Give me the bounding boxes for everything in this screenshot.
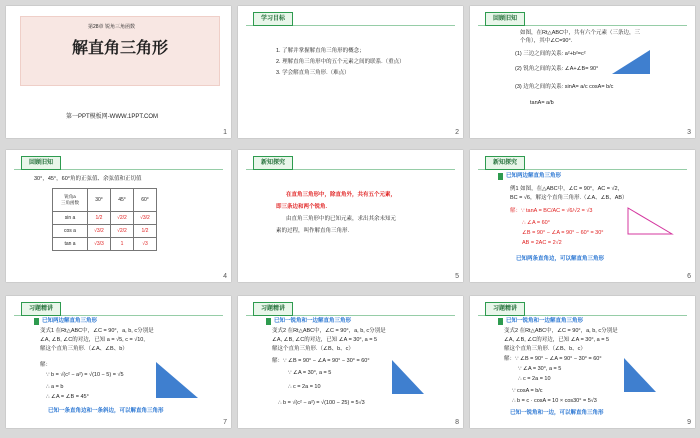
table-cell: 1/2 [88,212,111,225]
solution-line: ∵ cosA = b/c [512,388,543,394]
variant-text: 变式1 在Rt△ABC中，∠C = 90°，a, b, c分别是 [40,328,154,334]
header-line [246,169,455,170]
table-cell: √2/2 [111,212,134,225]
summary-text: 已知一条直角边和一条斜边，可以解直角三角形 [48,408,164,414]
col-header: 30° [88,189,111,212]
col-header: 45° [111,189,134,212]
col-header: 60° [134,189,157,212]
section-tag: 回顾旧知 [485,12,525,26]
slide-3[interactable] [470,6,695,138]
slide-number: 4 [223,273,227,280]
solution-line: ∴ ∠A = 60° [522,220,550,226]
solution-line: ∴ c = 2a = 10 [288,384,321,390]
solution-line: ∴ b = √(c² − a²) = √(100 − 25) = 5√3 [278,400,365,406]
summary-text: 已知两条直角边，可以解直角三角形 [516,256,605,262]
slide-9[interactable] [470,296,695,428]
header-line [246,25,455,26]
solution-line: 解：∵ tanA = BC/AC = √6/√2 = √3 [510,208,593,214]
table-cell: √2/2 [111,225,134,238]
header-line [246,315,455,316]
goal-item: 1. 了解并掌握解直角三角形的概念； [276,48,365,54]
review-line: (2) 锐角之间的关系: ∠A+∠B= 90° [515,66,599,72]
slide-number: 3 [687,129,691,136]
section-tag: 习题精讲 [485,302,525,316]
example-text: BC = √6，解这个直角三角形.（∠A、∠B、AB） [510,195,628,201]
review-line: 个角），其中∠C=90°. [520,38,573,44]
example-text: 例1 如图，在△ABC中，∠C = 90°，AC = √2， [510,186,624,192]
subtitle: 已知两边解直角三角形 [506,173,562,179]
variant-text: 解这个直角三角形.（∠B、b、c） [272,346,354,352]
variant-text: ∠A, ∠B, ∠C的对边，已知 ∠A = 30°, a = 5 [504,337,610,343]
table-cell: √3/2 [134,212,157,225]
table-cell: √3 [134,238,157,251]
slide-6[interactable] [470,150,695,282]
variant-text: 变式2 在Rt△ABC中，∠C = 90°，a, b, c分别是 [272,328,386,334]
row-header: cos a [53,225,88,238]
table-cell: 1 [111,238,134,251]
solution-line: AB = 2AC = 2√2 [522,240,562,246]
triangle-figure [152,358,202,402]
slide-number: 7 [223,419,227,426]
subtitle: 已知一锐角和一边解直角三角形 [274,318,352,324]
variant-text: ∠A, ∠B, ∠C的对边，已知 a = √5, c = √10, [40,337,145,343]
subtitle: 已知两边解直角三角形 [42,318,98,324]
section-tag: 新知探究 [253,156,293,170]
solution-line: 解： [40,362,52,368]
slide-number: 6 [687,273,691,280]
slide-7[interactable] [6,296,231,428]
slide-1[interactable] [6,6,231,138]
solution-line: ∴ b = c · cosA = 10 × cos30° = 5√3 [512,398,597,404]
goal-item: 3. 学会解直角三角形.（难点） [276,70,350,76]
solution-line: ∴ a = b [46,384,64,390]
summary-text: 已知一锐角和一边，可以解直角三角形 [510,410,604,416]
solution-line: ∵ b = √(c² − a²) = √(10 − 5) = √5 [46,372,124,378]
review-line: tanA= a/b [530,100,554,106]
slide-2[interactable] [238,6,463,138]
section-tag: 习题精讲 [21,302,61,316]
concept-line: 素的过程，叫作解直角三角形. [276,228,350,234]
slide-number: 1 [223,129,227,136]
variant-text: 解这个直角三角形.（∠B、b、c） [504,346,586,352]
variant-text: 变式2 在Rt△ABC中，∠C = 90°，a, b, c分别是 [504,328,618,334]
table-cell: √3/3 [88,238,111,251]
goal-item: 2. 理解直角三角形中的五个元素之间的联系.（重点） [276,59,405,65]
trig-table [52,188,157,251]
review-line: 如图，在Rt△ABC中，共有六个元素（三条边，三 [520,30,641,36]
slide-number: 2 [455,129,459,136]
slide-number: 5 [455,273,459,280]
concept-line: 即三条边和两个锐角. [276,204,328,210]
solution-line: ∠B = 90° − ∠A = 90° − 60° = 30° [522,230,604,236]
footer-link[interactable]: 第一PPT模板网-WWW.1PPT.COM [66,114,158,120]
solution-line: 解：∵ ∠B = 90° − ∠A = 90° − 30° = 60° [272,358,370,364]
slide-title: 解直角三角形 [72,40,169,57]
table-intro: 30°，45°，60°角的正弦值、余弦值和正切值 [34,176,142,182]
subtitle: 已知一锐角和一边解直角三角形 [506,318,584,324]
variant-text: ∠A, ∠B, ∠C的对边，已知 ∠A = 30°, a = 5 [272,337,378,343]
row-header: tan a [53,238,88,251]
header-line [478,169,687,170]
concept-line: 由直角三角形中的已知元素，求出其余未知元 [286,216,397,222]
slide-4[interactable] [6,150,231,282]
section-tag: 习题精讲 [253,302,293,316]
slide-number: 8 [455,419,459,426]
chapter-label: 第28章 锐角三角函数 [88,24,135,30]
concept-line: 在直角三角形中，除直角外，共有五个元素， [286,192,397,198]
table-cell: √3/2 [88,225,111,238]
section-tag: 新知探究 [485,156,525,170]
slide-5[interactable] [238,150,463,282]
review-line: (1) 三边之间的关系: a²+b²=c² [515,51,586,57]
table-cell: 1/2 [134,225,157,238]
table-corner: 锐角a 三角函数 [53,189,88,212]
review-line: (3) 边角之间的关系: sinA= a/c cosA= b/c [515,84,614,90]
row-header: sin a [53,212,88,225]
section-tag: 学习目标 [253,12,293,26]
slide-number: 9 [687,419,691,426]
triangle-figure [622,204,678,240]
variant-text: 解这个直角三角形.（∠A、∠B、b） [40,346,128,352]
header-line [478,315,687,316]
solution-line: ∵ ∠A = 30°, a = 5 [518,366,562,372]
subtitle-flag-icon [266,318,271,325]
subtitle-flag-icon [498,173,503,180]
slide-8[interactable] [238,296,463,428]
solution-line: 解：∵ ∠B = 90° − ∠A = 90° − 30° = 60° [504,356,602,362]
header-line [14,169,223,170]
subtitle-flag-icon [34,318,39,325]
subtitle-flag-icon [498,318,503,325]
solution-line: ∵ ∠A = 30°, a = 5 [288,370,332,376]
triangle-figure [620,354,660,396]
header-line [14,315,223,316]
solution-line: ∴ c = 2a = 10 [518,376,551,382]
section-tag: 回顾旧知 [21,156,61,170]
triangle-figure [610,48,658,78]
triangle-figure [388,356,428,398]
solution-line: ∴ ∠A = ∠B = 45° [46,394,89,400]
header-line [478,25,687,26]
